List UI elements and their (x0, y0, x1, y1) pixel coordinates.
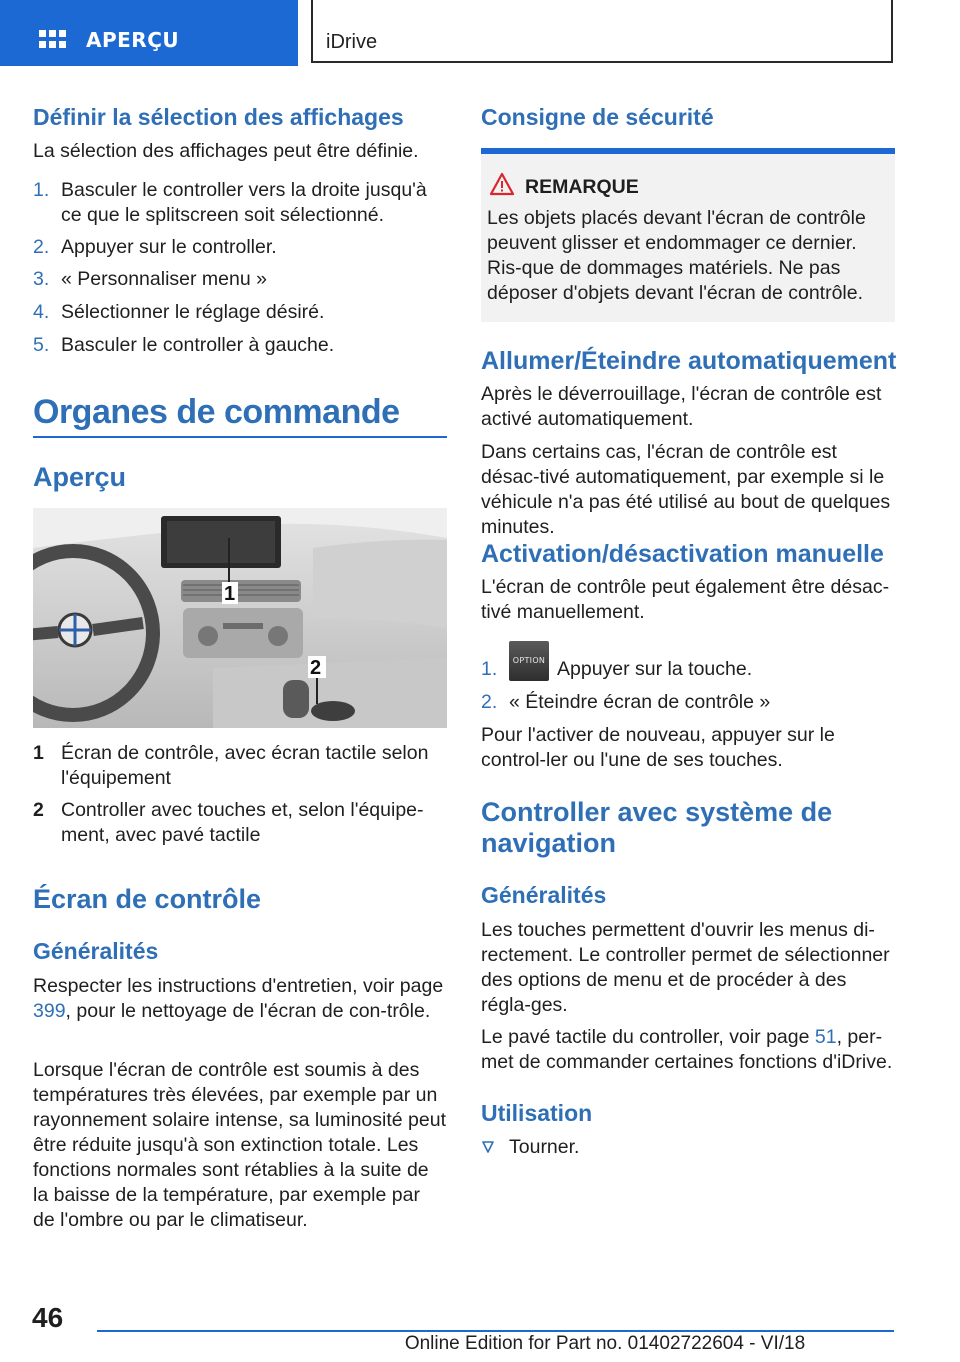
header-tab-label: APERÇU (86, 28, 180, 52)
footer-edition: Online Edition for Part no. 01402722604 - VI/18 (404, 1333, 806, 1354)
list-item (33, 267, 447, 292)
callout-1: 1 (224, 583, 236, 605)
paragraph-definir: La sélection des affichages peut être définie. (33, 140, 419, 162)
notice-box (481, 148, 895, 322)
heading-rule (33, 436, 447, 438)
triangle-bullet-icon (481, 1141, 495, 1154)
list-item (33, 178, 447, 228)
paragraph-respecter (33, 974, 447, 1024)
heading-controller: Controller avec système de navigation (481, 797, 833, 858)
list-number: 1. (481, 658, 498, 680)
bullet-item (481, 1135, 895, 1160)
footer-rule (97, 1330, 894, 1332)
heading-activation: Activation/désactivation manuelle (481, 540, 884, 568)
heading-generalites: Généralités (33, 938, 159, 964)
text-segment: , per‐met de commander certaines fonctions d'iDrive. (481, 1026, 893, 1073)
legend-number: 1 (33, 742, 44, 764)
list-number: 5. (33, 334, 50, 356)
heading-utilisation: Utilisation (481, 1100, 593, 1126)
paragraph-lecran: L'écran de contrôle peut également être désac‐tivé manuellement. (481, 576, 890, 623)
legend-item (33, 741, 447, 791)
list-text: Appuyer sur le controller. (61, 236, 277, 258)
text-segment: , pour le nettoyage de l'écran de con‐trôle. (65, 1000, 431, 1022)
bullet-text: Tourner. (509, 1136, 580, 1158)
paragraph-dans: Dans certains cas, l'écran de contrôle est désac‐tivé automatiquement, par exemple si le véhicule n'a pas été utilisé au bout de quelques minutes. (481, 441, 891, 538)
list-text: « Personnaliser menu » (61, 268, 267, 290)
text-segment: Respecter les instructions d'entretien, voir page (33, 975, 444, 997)
list-number: 3. (33, 268, 50, 290)
heading-definir: Définir la sélection des affichages (33, 104, 404, 130)
page-link-51[interactable]: 51 (814, 1026, 837, 1048)
list-item (33, 333, 447, 358)
heading-ecran: Écran de contrôle (33, 884, 262, 914)
list-item (481, 690, 895, 715)
list-number: 1. (33, 179, 50, 201)
option-key-icon (509, 641, 549, 681)
page-link-399[interactable]: 399 (33, 1000, 66, 1022)
list-number: 4. (33, 301, 50, 323)
list-text: « Éteindre écran de contrôle » (509, 691, 771, 713)
grid-menu-icon (39, 30, 67, 52)
legend-text: Écran de contrôle, avec écran tactile selon l'équipement (61, 742, 429, 789)
paragraph-pour: Pour l'activer de nouveau, appuyer sur le control‐ler ou l'une de ses touches. (481, 724, 835, 771)
heading-organes: Organes de commande (33, 393, 400, 431)
list-text: Basculer le controller vers la droite jusqu'à ce que le splitscreen soit sélectionné. (61, 179, 427, 226)
heading-consigne: Consigne de sécurité (481, 104, 714, 130)
paragraph-pave (481, 1025, 895, 1075)
notice-title: REMARQUE (525, 176, 639, 198)
page-number: 46 (32, 1302, 64, 1333)
legend-number: 2 (33, 799, 44, 821)
header-section-box (311, 0, 893, 63)
list-text: Sélectionner le réglage désiré. (61, 301, 325, 323)
list-item (33, 300, 447, 325)
option-key-label: OPTION (512, 656, 546, 665)
header-tab[interactable] (0, 0, 298, 66)
list-number: 2. (481, 691, 498, 713)
paragraph-touches: Les touches permettent d'ouvrir les menus di‐rectement. Le controller permet de sélectionner des options de menu et de procéder à des régla‐ges. (481, 919, 890, 1016)
legend-text: Controller avec touches et, selon l'équipe‐ment, avec pavé tactile (61, 799, 424, 846)
heading-apercu: Aperçu (33, 462, 127, 492)
header-section-label: iDrive (326, 31, 378, 53)
list-number: 2. (33, 236, 50, 258)
legend-item (33, 798, 447, 848)
paragraph-lorsque: Lorsque l'écran de contrôle est soumis à des températures très élevées, par exemple par un rayonnement solaire intense, sa luminosité peut être réduite jusqu'à son extinction totale. Les fonctions normales sont rétablies à la suite de la baisse de la température, par exemple par de l'ombre ou par le climatiseur. (33, 1059, 446, 1231)
dashboard-photo (33, 508, 447, 728)
dashboard-illustration (33, 508, 447, 728)
heading-allumer: Allumer/Éteindre automatiquement (481, 347, 897, 375)
notice-body: Les objets placés devant l'écran de contrôle peuvent glisser et endommager ce dernier. Ris‐que de dommages matériels. Ne pas déposer d'objets devant l'écran de contrôle. (487, 207, 866, 304)
list-text: Basculer le controller à gauche. (61, 334, 335, 356)
warning-triangle-icon (489, 172, 515, 196)
paragraph-apres: Après le déverrouillage, l'écran de contrôle est activé automatiquement. (481, 383, 882, 430)
text-segment: Le pavé tactile du controller, voir page (481, 1026, 815, 1048)
heading-generalites-right: Généralités (481, 882, 607, 908)
callout-2: 2 (310, 657, 322, 679)
list-item (33, 235, 447, 260)
list-text: Appuyer sur la touche. (557, 658, 753, 680)
